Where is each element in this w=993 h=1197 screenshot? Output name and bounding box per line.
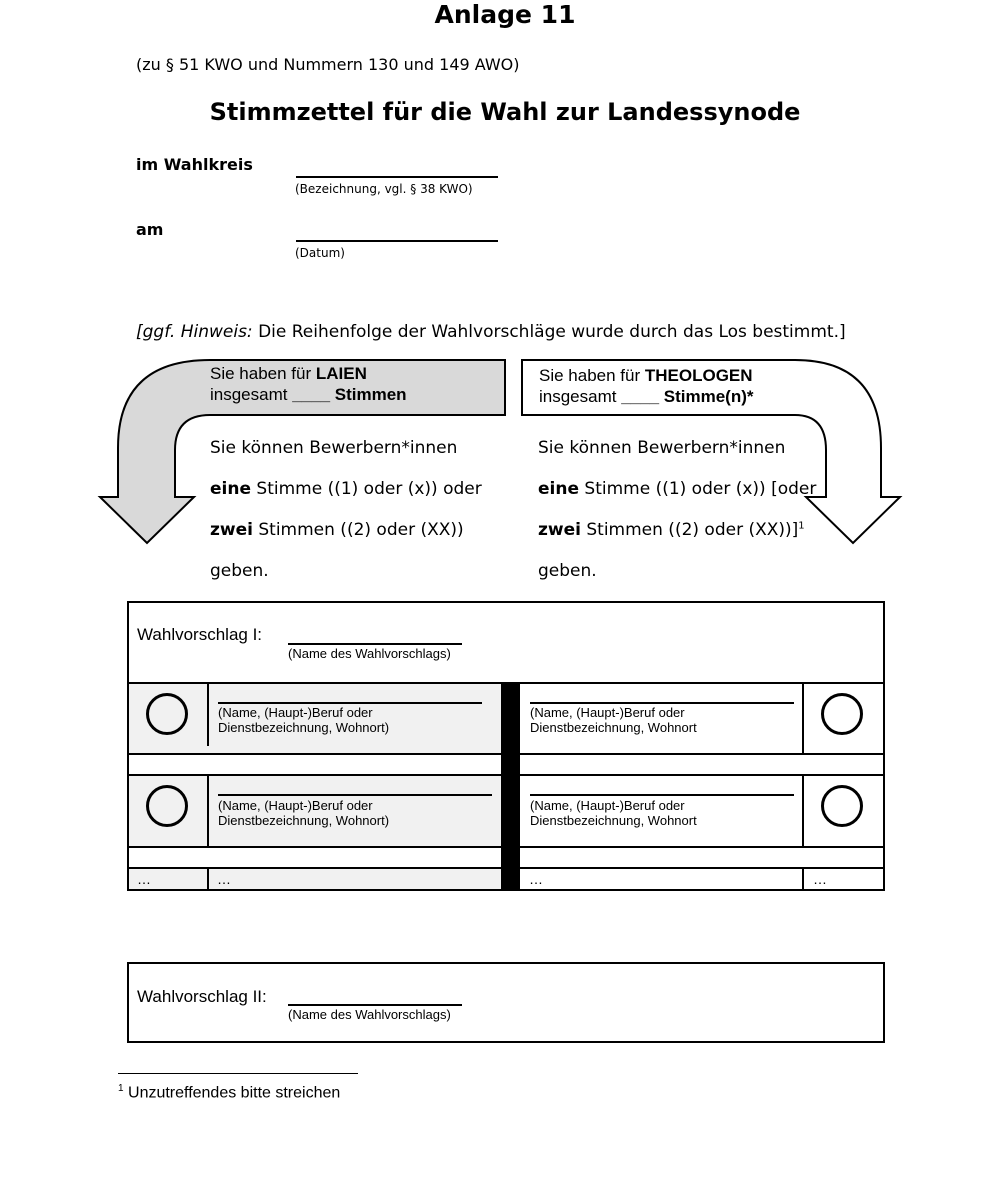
ellipsis: … xyxy=(217,871,231,887)
laien-text-3: zwei Stimmen ((2) oder (XX)) xyxy=(210,520,464,540)
ellipsis-row-left xyxy=(129,868,501,889)
candidate-left-2: (Name, (Haupt-)Beruf oder Dienstbezeichnung, Wohnort) xyxy=(218,798,390,828)
candidate-right-1: (Name, (Haupt-)Beruf oder Dienstbezeichnung, Wohnort xyxy=(530,705,697,735)
theologen-text-2: eine Stimme ((1) oder (x)) [oder xyxy=(538,479,817,499)
laien-header: Sie haben für LAIEN insgesamt ____ Stimmen xyxy=(210,364,407,404)
wahlkreis-caption: (Bezeichnung, vgl. § 38 KWO) xyxy=(295,182,473,196)
laien-text-4: geben. xyxy=(210,561,269,581)
vote-circle-right-1[interactable] xyxy=(821,693,863,735)
rule xyxy=(207,684,209,746)
candidate-right-2: (Name, (Haupt-)Beruf oder Dienstbezeichnung, Wohnort xyxy=(530,798,697,828)
wahlvorschlag-2-line xyxy=(288,1004,462,1006)
candidate-line xyxy=(530,794,794,796)
wahlvorschlag-1-caption: (Name des Wahlvorschlags) xyxy=(288,646,451,661)
vote-circle-left-2[interactable] xyxy=(146,785,188,827)
footnote-rule xyxy=(118,1073,358,1074)
column-divider xyxy=(501,682,520,889)
date-label: am xyxy=(136,220,164,239)
rule xyxy=(802,867,804,889)
laien-text-1: Sie können Bewerbern*innen xyxy=(210,438,458,458)
wahlvorschlag-1-line xyxy=(288,643,462,645)
rule xyxy=(207,776,209,846)
theologen-text-4: geben. xyxy=(538,561,597,581)
theologen-text-3: zwei Stimmen ((2) oder (XX))]$^1$ xyxy=(538,520,805,540)
rule xyxy=(802,684,804,754)
ellipsis: … xyxy=(529,871,543,887)
rule xyxy=(802,776,804,846)
ballot-table-1 xyxy=(127,601,885,891)
theologen-header: Sie haben für THEOLOGEN insgesamt ____ Stimme(n)* xyxy=(539,366,754,406)
ballot-heading: Stimmzettel für die Wahl zur Landessynode xyxy=(209,98,801,126)
footnote: $^1$ Unzutreffendes bitte streichen xyxy=(118,1083,341,1102)
ellipsis: … xyxy=(137,871,151,887)
candidate-line xyxy=(218,702,482,704)
wahlvorschlag-2-caption: (Name des Wahlvorschlags) xyxy=(288,1007,451,1022)
candidate-line xyxy=(218,794,492,796)
vote-circle-left-1[interactable] xyxy=(146,693,188,735)
wahlkreis-label: im Wahlkreis xyxy=(136,155,253,174)
legal-reference: (zu § 51 KWO und Nummern 130 und 149 AWO) xyxy=(136,55,520,74)
document-title: Anlage 11 xyxy=(434,0,576,29)
candidate-line xyxy=(530,702,794,704)
ballot-table-2 xyxy=(127,962,885,1043)
vote-circle-right-2[interactable] xyxy=(821,785,863,827)
theologen-text-1: Sie können Bewerbern*innen xyxy=(538,438,786,458)
hint-text: Die Reihenfolge der Wahlvorschläge wurde durch das Los bestimmt.] xyxy=(252,322,846,342)
candidate-left-1: (Name, (Haupt-)Beruf oder Dienstbezeichnung, Wohnort) xyxy=(218,705,390,735)
rule xyxy=(207,867,209,889)
hint-prefix: [ggf. Hinweis: xyxy=(136,322,253,342)
date-caption: (Datum) xyxy=(295,246,345,260)
laien-text-2: eine Stimme ((1) oder (x)) oder xyxy=(210,479,482,499)
wahlvorschlag-1-label: Wahlvorschlag I: xyxy=(137,625,263,644)
ellipsis: … xyxy=(813,871,827,887)
wahlvorschlag-2-label: Wahlvorschlag II: xyxy=(137,987,267,1006)
